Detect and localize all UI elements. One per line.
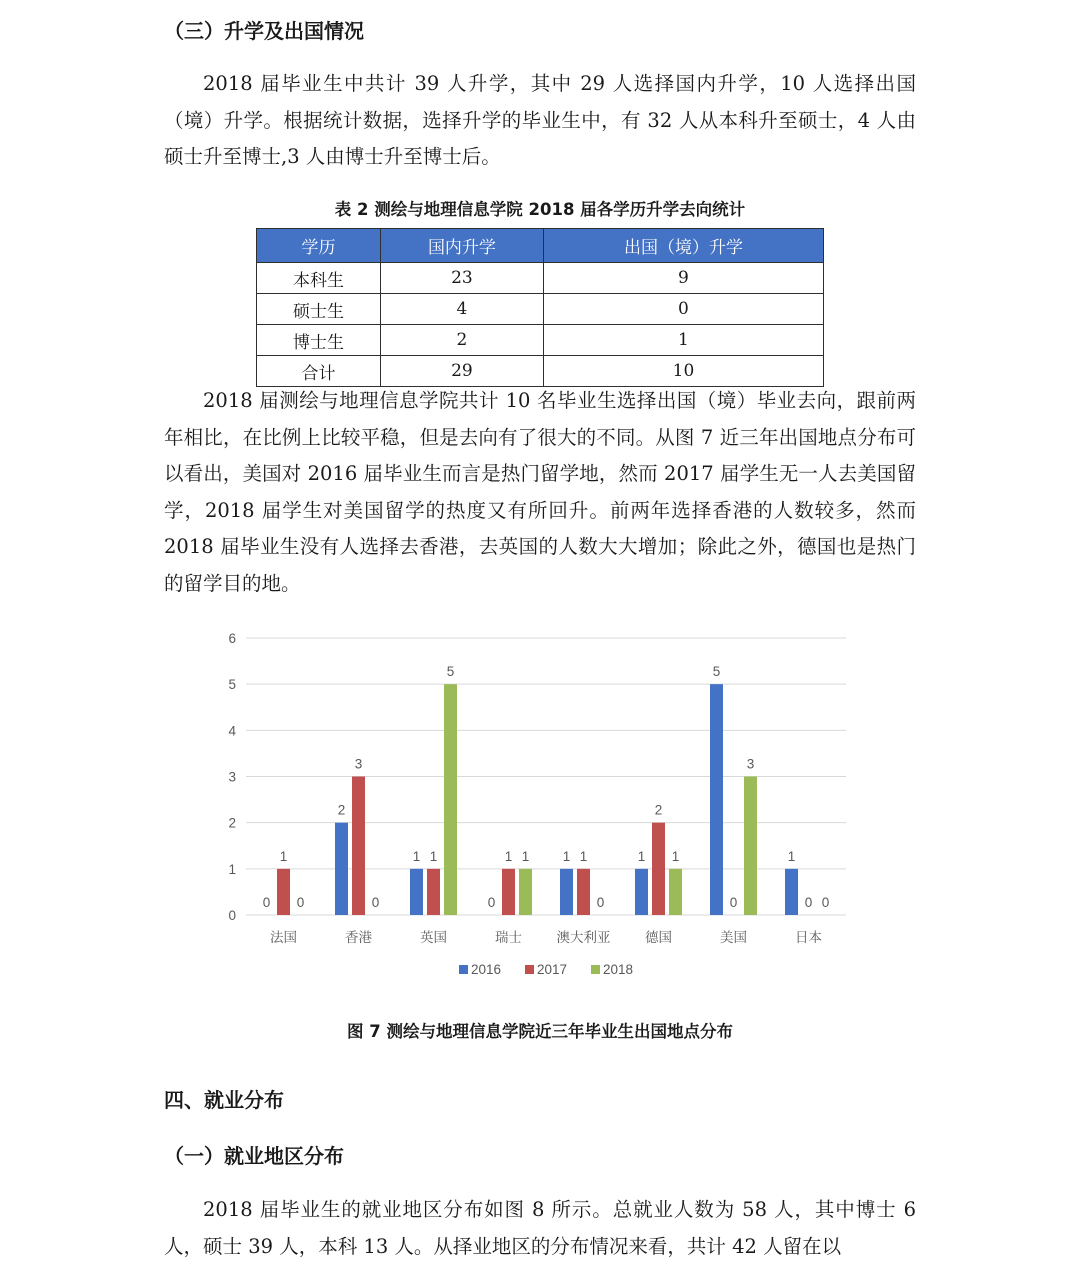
data-label: 1: [521, 848, 530, 864]
y-tick-label: 0: [228, 908, 236, 923]
table-header-cell: 国内升学: [380, 229, 543, 263]
bar-2018: [519, 869, 532, 915]
table-cell: 9: [543, 263, 823, 294]
table-cell: 本科生: [257, 263, 381, 294]
table-header-row: [257, 229, 824, 263]
data-label: 1: [412, 848, 421, 864]
data-label: 0: [296, 895, 305, 910]
chart-legend: [459, 962, 633, 977]
table-row: [257, 263, 824, 294]
table-cell: 0: [543, 294, 823, 325]
table-cell: 4: [380, 294, 543, 325]
table-row: [257, 356, 824, 387]
legend-swatch: [459, 965, 468, 974]
paragraph-employment-region: 2018 届毕业生的就业地区分布如图 8 所示。总就业人数为 58 人，其中博士 6 人，硕士 39 人，本科 13 人。从择业地区的分布情况来看，共计 42 人留在以: [164, 1198, 916, 1258]
data-label: 0: [821, 895, 830, 910]
y-tick-label: 5: [228, 677, 236, 693]
legend-label: 2016: [471, 962, 502, 977]
y-tick-label: 3: [228, 769, 236, 785]
bar-2016: [635, 869, 648, 915]
data-label: 1: [787, 848, 796, 864]
table-row: [257, 294, 824, 325]
data-label: 0: [596, 895, 605, 910]
bar-2018: [669, 869, 682, 915]
y-tick-label: 6: [228, 631, 236, 646]
bar-2017: [277, 869, 290, 915]
table-cell: 硕士生: [257, 294, 381, 325]
paragraph-abroad-destinations: 2018 届测绘与地理信息学院共计 10 名毕业生选择出国（境）毕业去向，跟前两年相比，在比例上比较平稳，但是去向有了很大的不同。从图 7 近三年出国地点分布可以看出，美国对 2016 届毕业生而言是热门留学地，然而 2017 届学生无一人去美国留学，2018 届学生对美国留学的热度又有所回升。前两年选择香港的人数较多，然而 2018 届毕业生没有人选择去香港，去英国的人数大大增加；除此之外，德国也是热门的留学目的地。: [164, 389, 916, 595]
table-cell: 23: [380, 263, 543, 294]
chart-bars: [277, 684, 798, 915]
bar-2016: [710, 684, 723, 915]
y-tick-label: 4: [228, 723, 236, 739]
data-label: 2: [654, 802, 663, 818]
bar-2016: [560, 869, 573, 915]
bar-2016: [335, 823, 348, 915]
figure-caption: 图 7 测绘与地理信息学院近三年毕业生出国地点分布: [347, 1022, 733, 1041]
data-label: 5: [446, 664, 455, 680]
x-tick-label: 澳大利亚: [556, 930, 611, 945]
bar-2018: [444, 684, 457, 915]
x-tick-label: 法国: [270, 930, 297, 945]
table-header-cell: 学历: [257, 229, 381, 263]
table-cell: 2: [380, 325, 543, 356]
section-heading-3: （三）升学及出国情况: [164, 19, 364, 43]
bar-2018: [744, 777, 757, 916]
data-label: 0: [262, 895, 271, 910]
x-tick-label: 瑞士: [495, 930, 522, 945]
data-label: 1: [637, 848, 646, 864]
further-study-table: [256, 228, 824, 387]
x-tick-label: 日本: [795, 930, 822, 945]
table-cell: 博士生: [257, 325, 381, 356]
data-label: 1: [671, 848, 680, 864]
data-label: 1: [429, 848, 438, 864]
bar-2017: [502, 869, 515, 915]
bar-2017: [652, 823, 665, 915]
table-header-cell: 出国（境）升学: [543, 229, 823, 263]
bar-2017: [352, 777, 365, 916]
legend-swatch: [525, 965, 534, 974]
abroad-destination-bar-chart: [200, 620, 880, 995]
y-tick-label: 2: [228, 815, 236, 831]
data-label: 0: [804, 895, 813, 910]
data-label: 3: [354, 756, 363, 772]
bar-2017: [577, 869, 590, 915]
subsection-heading-1: （一）就业地区分布: [164, 1144, 344, 1168]
table-row: [257, 325, 824, 356]
bar-2016: [785, 869, 798, 915]
table-cell: 29: [380, 356, 543, 387]
table-cell: 合计: [257, 356, 381, 387]
table-caption: 表 2 测绘与地理信息学院 2018 届各学历升学去向统计: [334, 200, 746, 219]
bar-2017: [427, 869, 440, 915]
legend-label: 2017: [537, 962, 568, 977]
x-tick-label: 英国: [420, 930, 447, 945]
table-cell: 10: [543, 356, 823, 387]
data-label: 1: [504, 848, 513, 864]
data-label: 0: [729, 895, 738, 910]
data-label: 3: [746, 756, 755, 772]
section-heading-4: 四、就业分布: [164, 1088, 284, 1112]
legend-label: 2018: [603, 962, 634, 977]
table-cell: 1: [543, 325, 823, 356]
data-label: 0: [487, 895, 496, 910]
x-tick-label: 美国: [720, 930, 747, 945]
data-label: 2: [337, 802, 346, 818]
bar-2016: [410, 869, 423, 915]
data-label: 1: [579, 848, 588, 864]
data-label: 5: [712, 664, 721, 680]
x-tick-label: 德国: [645, 930, 672, 945]
data-label: 1: [562, 848, 571, 864]
x-tick-label: 香港: [345, 930, 372, 945]
data-label: 1: [279, 848, 288, 864]
y-tick-label: 1: [228, 861, 236, 877]
paragraph-further-study: 2018 届毕业生中共计 39 人升学，其中 29 人选择国内升学，10 人选择出国（境）升学。根据统计数据，选择升学的毕业生中，有 32 人从本科升至硕士，4 人由硕士升至博士,3 人由博士升至博士后。: [164, 72, 916, 168]
legend-swatch: [591, 965, 600, 974]
data-label: 0: [371, 895, 380, 910]
